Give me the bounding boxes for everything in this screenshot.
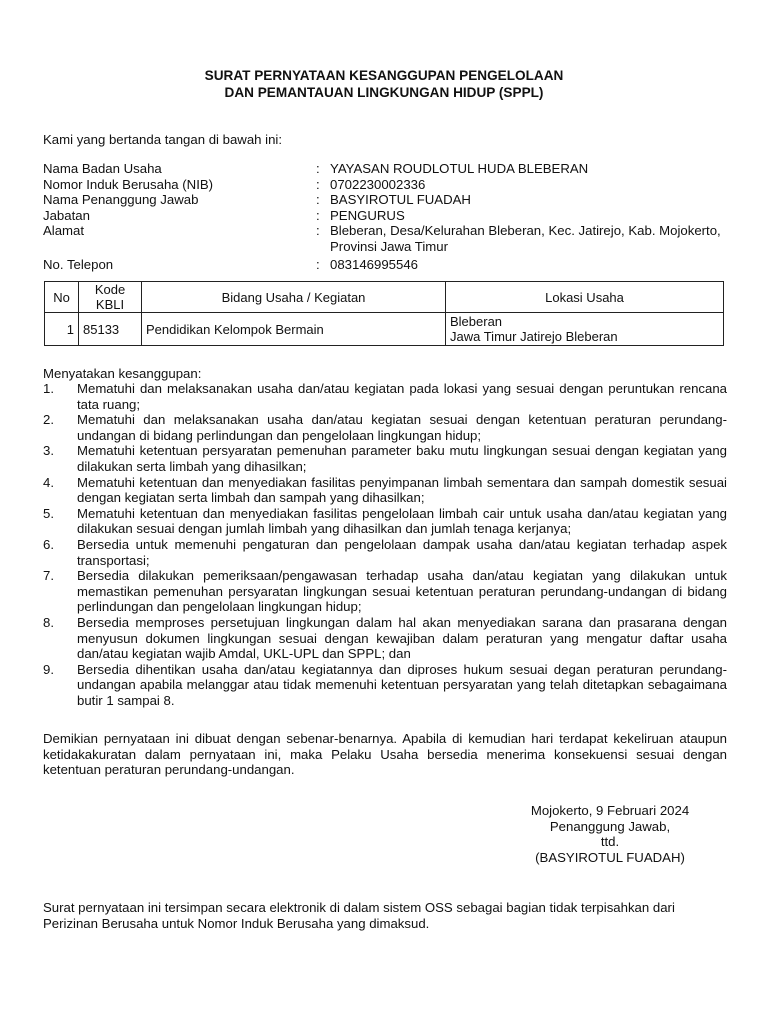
list-item [43, 412, 727, 443]
signature-name: (BASYIROTUL FUADAH) [535, 849, 685, 865]
identity-row-business-name [43, 161, 727, 177]
footer-note: Surat pernyataan ini tersimpan secara elektronik di dalam sistem OSS sebagai bagian tidak terpisahkan dari Perizinan Berusaha untuk Nomor Induk Berusaha yang dimaksud. [43, 900, 675, 931]
list-number: 6. [43, 536, 54, 552]
identity-row-address [43, 223, 727, 254]
identity-label: Nomor Induk Berusaha (NIB) [43, 176, 214, 192]
cell-no: 1 [45, 313, 79, 346]
list-item [43, 568, 727, 615]
list-text: Mematuhi ketentuan persyaratan pemenuhan parameter baku mutu lingkungan sesuai dengan kegiatan yang dilakukan serta limbah yang dihasilkan; [77, 443, 727, 474]
signature-place-date: Mojokerto, 9 Februari 2024 [530, 803, 690, 818]
title-line-1: SURAT PERNYATAAN KESANGGUPAN PENGELOLAAN [204, 68, 564, 83]
identity-value: 083146995546 [330, 256, 419, 272]
list-text: Bersedia memproses persetujuan lingkungan dalam hal akan menyediakan sarana dan prasarana dengan menyusun dokumen lingkungan sesuai dengan kewajiban dalam peraturan yang mengatur daftar usaha dan/atau kegiatan wajib Amdal, UKL-UPL dan SPPL; dan [77, 614, 727, 662]
table-header-row [45, 282, 724, 313]
list-text: Bersedia dihentikan usaha dan/atau kegiatannya dan diproses hukum sesuai degan peraturan perundang-undangan apabila melanggar atau tidak memenuhi ketentuan persyaratan yang telah ditetapkan sebagaimana butir 1 sampai 8. [77, 661, 727, 708]
identity-row-phone [43, 257, 727, 273]
identity-separator: : [316, 223, 320, 239]
identity-label: No. Telepon [43, 256, 114, 272]
identity-separator: : [316, 256, 320, 272]
list-item [43, 475, 727, 506]
signature-block [520, 803, 700, 865]
list-text: Bersedia dilakukan pemeriksaan/pengawasan terhadap usaha dan/atau kegiatan yang dilakukan untuk memastikan pemenuhan persyaratan lingkungan sesuai ketentuan peraturan perundang-undangan di bidang perlindungan dan pengelolaan lingkungan hidup; [77, 568, 727, 615]
identity-separator: : [316, 207, 320, 223]
intro-text: Kami yang bertanda tangan di bawah ini: [43, 132, 283, 147]
list-item [43, 537, 727, 568]
cell-kode-kbli: 85133 [79, 313, 142, 346]
list-item [43, 443, 727, 474]
identity-row-position [43, 208, 727, 224]
header-lokasi-usaha: Lokasi Usaha [446, 282, 724, 313]
identity-separator: : [316, 176, 320, 192]
list-number: 5. [43, 505, 54, 521]
statement-list [43, 381, 727, 708]
list-item [43, 506, 727, 537]
identity-row-nib [43, 177, 727, 193]
list-number: 7. [43, 568, 54, 584]
lokasi-line-2: Jawa Timur Jatirejo Bleberan [450, 329, 618, 344]
identity-block [43, 161, 727, 272]
signature-ttd: ttd. [600, 834, 620, 850]
identity-label: Alamat [43, 223, 85, 239]
identity-value: PENGURUS [330, 207, 405, 223]
list-number: 2. [43, 412, 54, 428]
list-item [43, 381, 727, 412]
identity-label: Jabatan [43, 207, 90, 223]
header-bidang-usaha: Bidang Usaha / Kegiatan [142, 282, 446, 313]
statement-heading: Menyatakan kesanggupan: [43, 366, 202, 381]
closing-paragraph: Demikian pernyataan ini dibuat dengan sebenar-benarnya. Apabila di kemudian hari terdapat kekeliruan ataupun ketidakakuratan dalam pernyataan ini, maka Pelaku Usaha bersedia menerima konsekuensi sesuai dengan ketentuan peraturan perundang-undangan. [43, 731, 727, 778]
list-text: Mematuhi dan melaksanakan usaha dan/atau kegiatan pada lokasi yang sesuai dengan peruntukan rencana tata ruang; [77, 381, 727, 412]
list-item [43, 662, 727, 709]
table-row [45, 313, 724, 346]
kbli-table [44, 281, 724, 346]
cell-lokasi-usaha [446, 313, 724, 346]
list-number: 3. [43, 443, 54, 459]
list-number: 1. [43, 381, 54, 396]
identity-separator: : [316, 161, 320, 176]
list-item [43, 615, 727, 662]
signature-role: Penanggung Jawab, [549, 818, 671, 834]
list-text: Bersedia untuk memenuhi pengaturan dan pengelolaan dampak usaha dan/atau kegiatan terhadap aspek transportasi; [77, 536, 727, 568]
header-no: No [45, 282, 79, 313]
list-text: Mematuhi dan melaksanakan usaha dan/atau kegiatan sesuai dengan ketentuan peraturan perundang-undangan di bidang perlindungan dan pengelolaan lingkungan hidup; [77, 412, 727, 443]
header-kode-kbli: Kode KBLI [79, 282, 142, 313]
document-title [0, 68, 768, 101]
identity-value: Bleberan, Desa/Kelurahan Bleberan, Kec. Jatirejo, Kab. Mojokerto, Provinsi Jawa Timur [330, 223, 721, 254]
identity-label: Nama Penanggung Jawab [43, 192, 199, 208]
list-text: Mematuhi ketentuan dan menyediakan fasilitas pengelolaan limbah cair untuk usaha dan/atau kegiatan yang dilakukan sesuai dengan jumlah limbah yang dihasilkan dan jumlah tenaga kerjanya; [77, 505, 727, 537]
list-number: 8. [43, 614, 54, 630]
list-number: 9. [43, 661, 54, 677]
cell-bidang-usaha: Pendidikan Kelompok Bermain [142, 313, 446, 346]
lokasi-line-1: Bleberan [450, 314, 503, 329]
list-text: Mematuhi ketentuan dan menyediakan fasilitas penyimpanan limbah sementara dan sampah domestik sesuai dengan kegiatan serta limbah dan sampah yang dihasilkan; [77, 474, 727, 506]
identity-label: Nama Badan Usaha [43, 161, 162, 176]
title-line-2: DAN PEMANTAUAN LINGKUNGAN HIDUP (SPPL) [224, 84, 544, 100]
list-number: 4. [43, 474, 54, 490]
identity-value: 0702230002336 [330, 176, 426, 192]
identity-separator: : [316, 192, 320, 208]
identity-value: YAYASAN ROUDLOTUL HUDA BLEBERAN [330, 161, 589, 176]
identity-value: BASYIROTUL FUADAH [330, 192, 471, 208]
identity-row-responsible-person [43, 192, 727, 208]
